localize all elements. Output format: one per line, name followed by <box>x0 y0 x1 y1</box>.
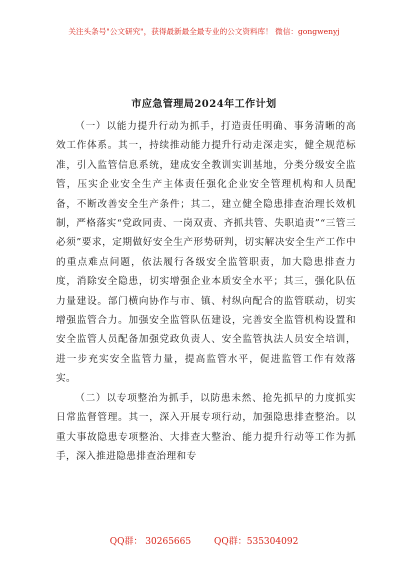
header-note: 关注头条号"公文研究"，获得最新最全最专业的公文资料库！ 微信：gongwenyj <box>68 27 340 36</box>
footer-qq-group-2: QQ群：535304092 <box>214 537 299 547</box>
footer-qq-groups <box>0 534 408 547</box>
document-title: 市应急管理局2024年工作计划 <box>131 99 277 110</box>
paragraph-1: （一）以能力提升行动为抓手，打造责任明确、事务清晰的高效工作体系。其一，持续推动能力提升行动走深走实，健全规范标准，引入监管信息系统，建成安全教训实训基地，分类分级安全监管，压实企业安全生产主体责任强化企业安全管理机构和人员配备，不断改善安全生产条件；其二，建立健全隐患排查治理长效机制，严格落实“党政同责、一岗双责、齐抓共管、失职追责”“三管三必须”要求，定期做好安全生产形势研判，切实解决安全生产工作中的重点难点问题，依法履行各级安全监管职责，加大隐患排查力度，消除安全隐患，切实增强企业本质安全水平；其三，强化队伍力量建设。部门横向协作与市、镇、村纵向配合的监管联动，切实增强监管合力。加强安全监管队伍建设，完善安全监管机构设置和安全监管人员配备加强党政负责人、安全监管执法人员安全培训，进一步充实安全监管力量，提高监管水平，促进监管工作有效落实。 <box>56 121 356 385</box>
footer-qq-group-1: QQ群： 30265665 <box>109 537 192 547</box>
paragraph-2: （二）以专项整治为抓手，以防患未然、抢先抓早的力度抓实日常监督管理。其一，深入开展专项行动，加强隐患排查整治。以重大事故隐患专项整治、大排查大整治、能力提升行动等工作为抓手，深入推进隐患排查治理和专 <box>56 392 356 462</box>
document-body <box>56 117 356 466</box>
